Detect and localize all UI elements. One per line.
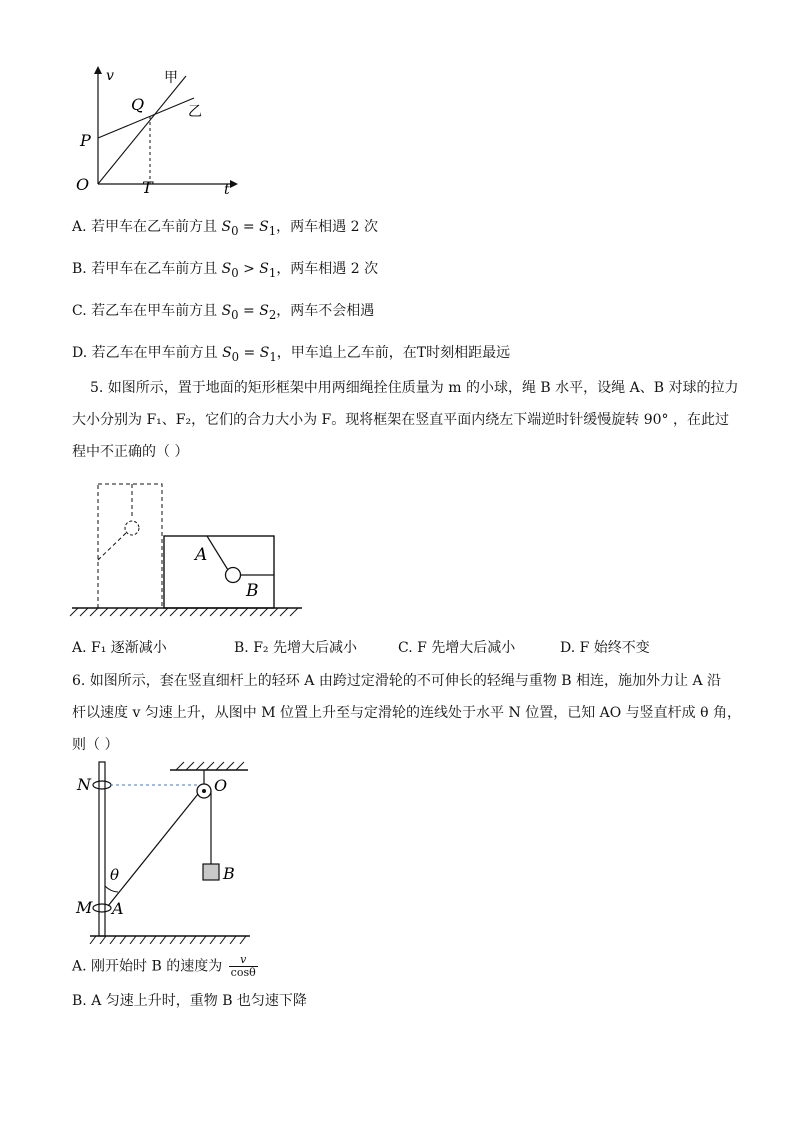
q5-stem-line3: 程中不正确的（ ） [72,444,189,460]
q5-option-b: B. F₂ 先增大后减小 [234,640,357,656]
label-M: M [76,898,93,917]
q6-option-b: B. A 匀速上升时，重物 B 也匀速下降 [72,993,307,1009]
label-N: N [77,775,91,794]
label-Q: Q [131,95,145,114]
q6-option-a: A. 刚开始时 B 的速度为 $\frac{v}{\cos\theta}$ [72,953,256,979]
q4-option-a: A. 若甲车在乙车前方且 $S_0 = S_1$，两车相遇 2 次 [72,219,378,238]
q6-stem-line3: 则（ ） [72,737,119,753]
label-t: t [224,182,230,198]
q4-option-d: D. 若乙车在甲车前方且 $S_0 = S_1$，甲车追上乙车前，在T时刻相距最远 [72,345,511,364]
label-yi: 乙 [188,104,202,120]
label-v: v [106,68,114,84]
q4-option-b: B. 若甲车在乙车前方且 $S_0 > S_1$，两车相遇 2 次 [72,261,379,280]
label-O: O [214,776,228,795]
q5-option-d: D. F 始终不变 [560,640,650,656]
label-A: A [112,899,124,918]
q6-stem-line1: 6. 如图所示，套在竖直细杆上的轻环 A 由跨过定滑轮的不可伸长的轻绳与重物 B 相连，施加外力让 A 沿 [72,673,722,689]
fraction-v-over-cos: $\frac{v}{\cos\theta}$ [230,953,256,979]
label-T: T [142,178,153,197]
label-jia: 甲 [164,70,178,86]
label-rope-b: B [246,581,259,601]
line-yi [98,98,194,138]
vt-graph [70,62,250,202]
label-O: O [76,175,90,194]
weight-b [203,864,219,880]
label-P: P [80,131,91,150]
q5-stem-line2: 大小分别为 F₁、F₂，它们的合力大小为 F。现将框架在竖直平面内绕左下端逆时针缓慢旋转 90° ，在此过 [72,412,729,428]
q6-pulley-figure [72,758,262,944]
label-rope-a: A [195,545,208,565]
q5-frame-figure [68,478,308,620]
q6-stem-line2: 杆以速度 v 匀速上升，从图中 M 位置上升至与定滑轮的连线处于水平 N 位置，已知 AO 与竖直杆成 θ 角， [72,705,742,721]
q5-stem-line1: 5. 如图所示，置于地面的矩形框架中用两细绳拴住质量为 m 的小球，绳 B 水平，设绳 A、B 对球的拉力 [90,380,739,396]
label-B: B [223,864,235,883]
q5-option-a: A. F₁ 逐渐减小 [72,640,167,656]
line-jia [98,76,186,184]
label-theta: θ [110,866,120,884]
q5-option-c: C. F 先增大后减小 [398,640,516,656]
q4-option-c: C. 若乙车在甲车前方且 $S_0 = S_2$，两车不会相遇 [72,303,375,322]
vertical-rod [99,762,105,936]
